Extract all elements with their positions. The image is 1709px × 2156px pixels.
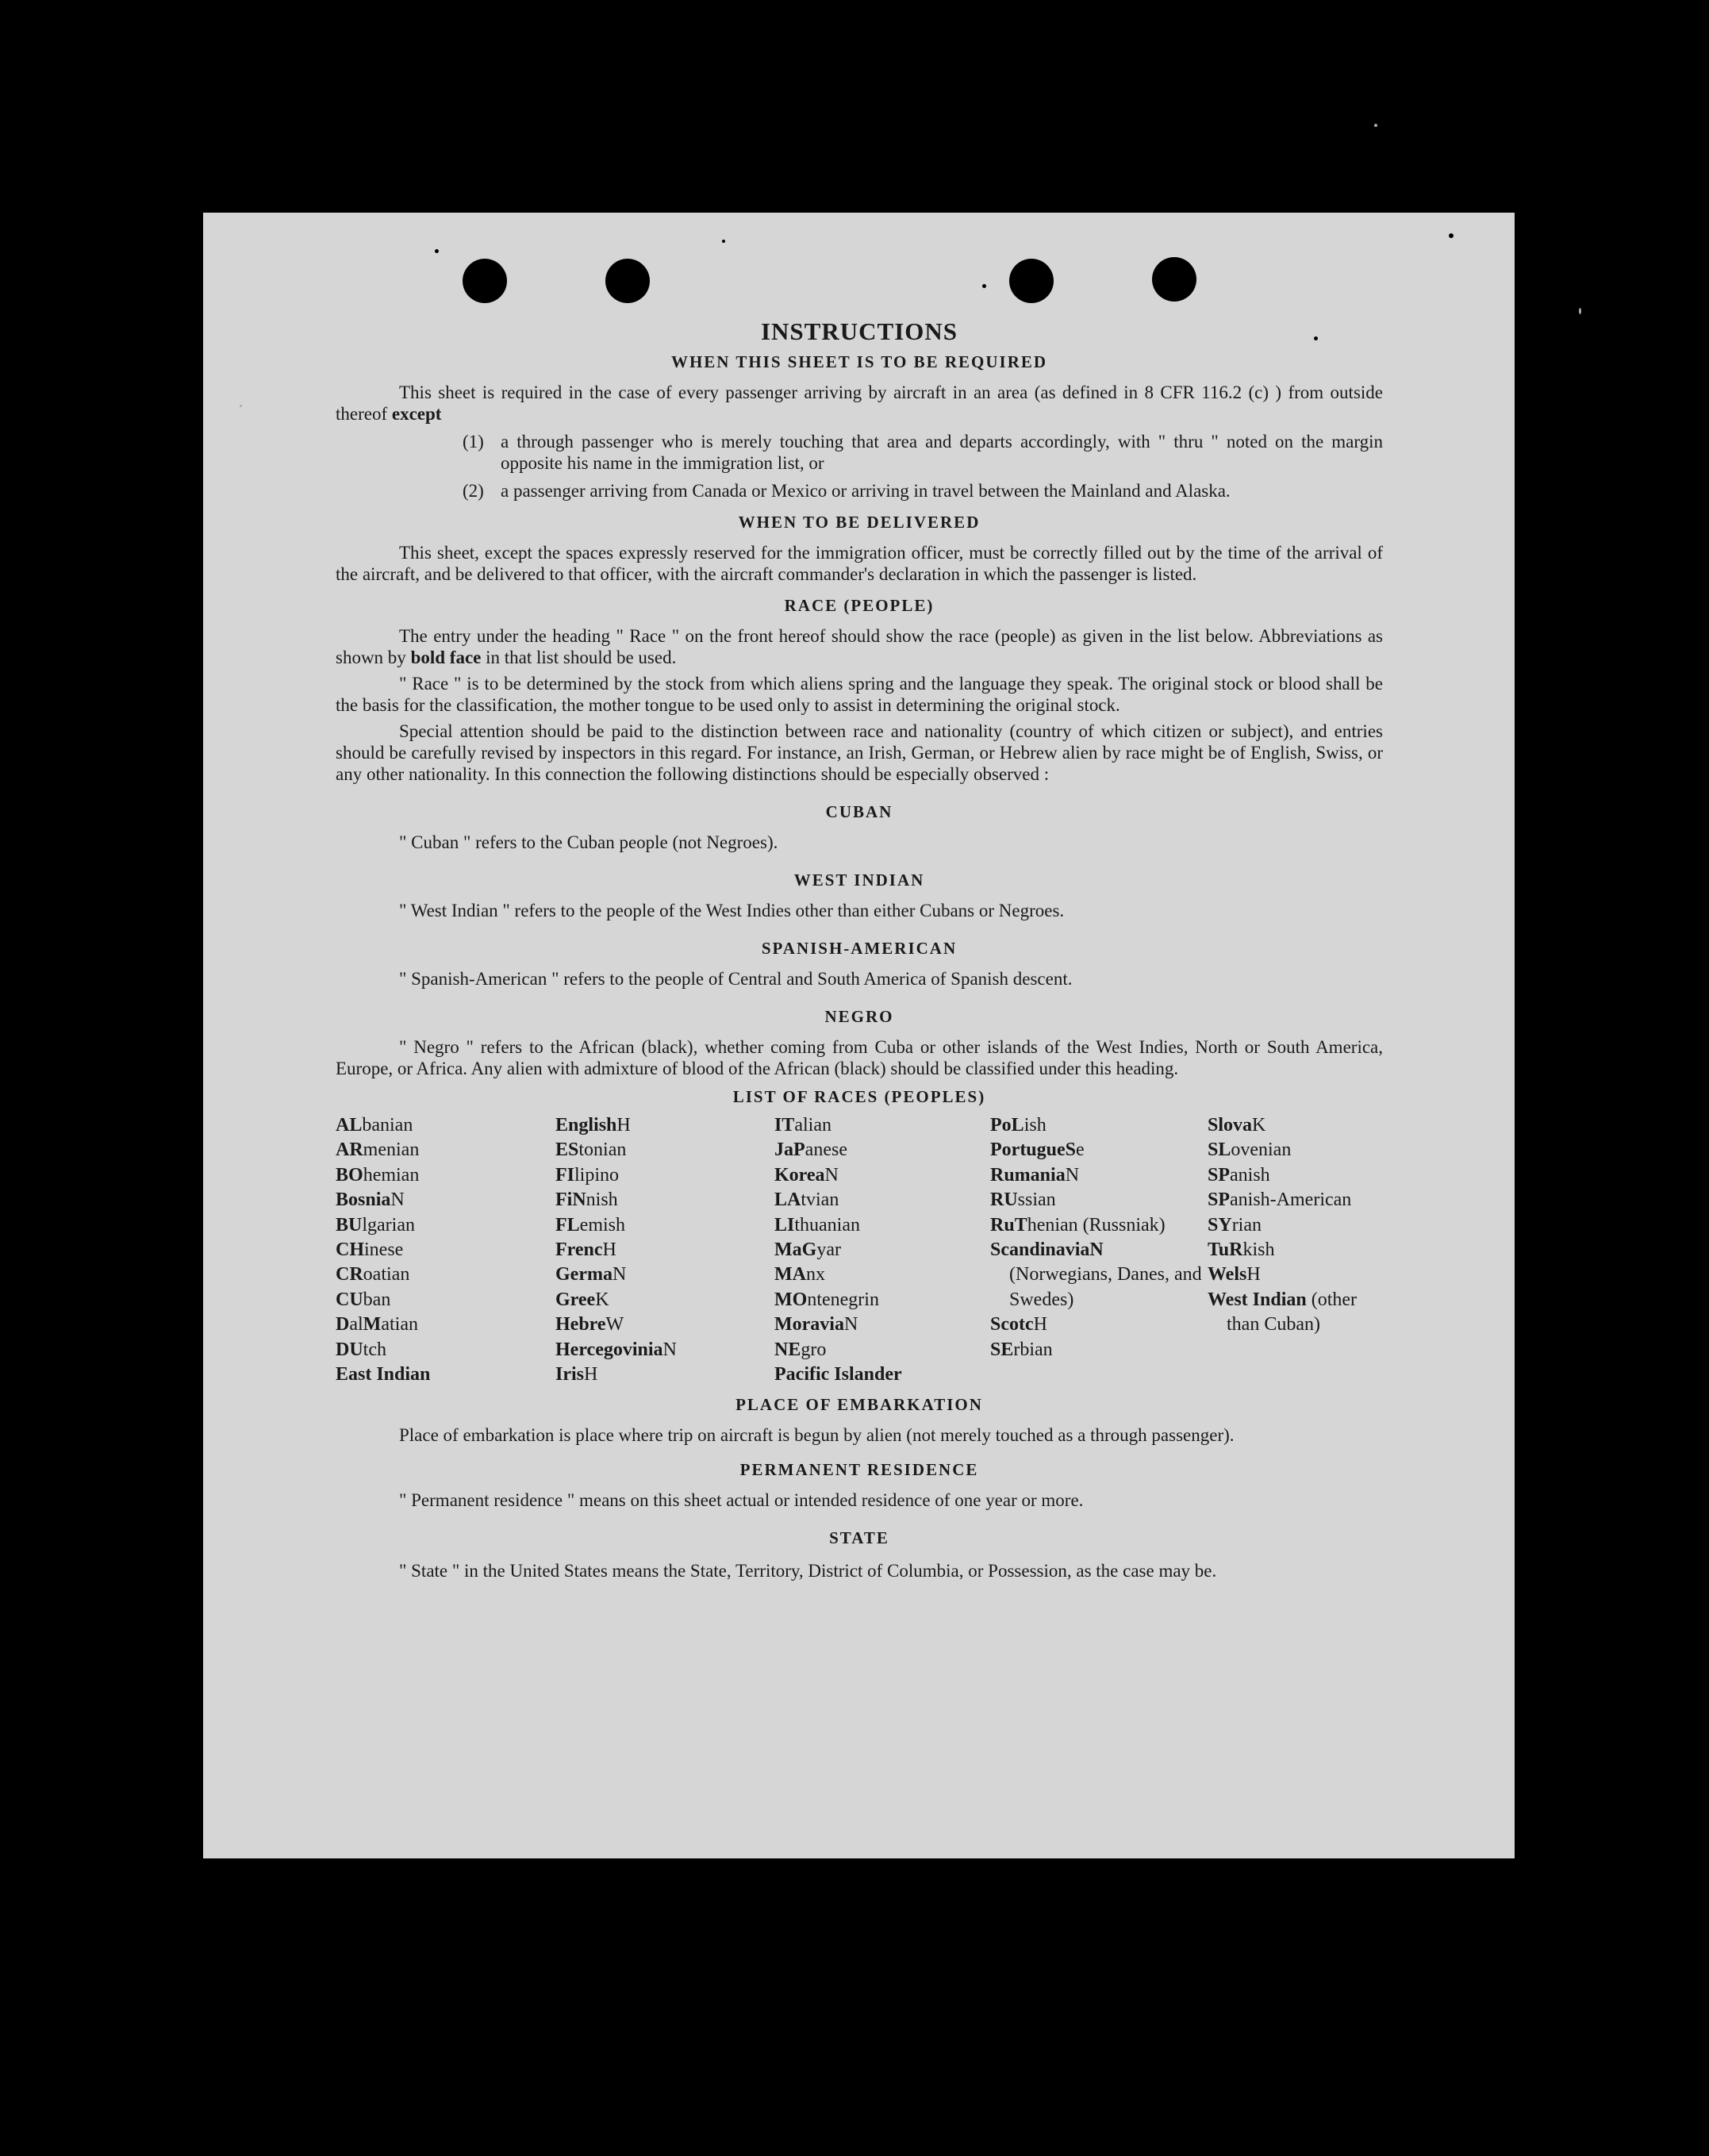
heading-embarkation: PLACE OF EMBARKATION: [735, 1395, 983, 1415]
race-entry: Pacific Islander: [774, 1364, 902, 1385]
race-entry: FLemish: [555, 1214, 625, 1236]
races-column: [990, 1113, 1208, 1387]
race-entry: ARmenian: [336, 1139, 420, 1161]
race-entry: EnglishH: [555, 1115, 631, 1136]
race-entry: HebreW: [555, 1314, 624, 1335]
race-entry: RuThenian (Russniak): [990, 1214, 1166, 1236]
races-column: [555, 1113, 774, 1387]
race-entry: GermaN: [555, 1264, 627, 1286]
heading-spanish-american: SPANISH-AMERICAN: [761, 939, 958, 958]
race-entry: EStonian: [555, 1139, 627, 1161]
race-entry: SPanish-American: [1208, 1189, 1352, 1211]
race-entry: CRoatian: [336, 1264, 410, 1286]
heading-race: RACE (PEOPLE): [784, 596, 935, 615]
race-paragraph: The entry under the heading " Race " on the front hereof should show the race (people) as given in the list below. Abbreviations as shown by bold face in that list should be used.: [336, 626, 1383, 667]
race-entry: BosniaN: [336, 1189, 405, 1211]
race-entry: LAtvian: [774, 1189, 839, 1211]
race-entry: PortugueSe: [990, 1139, 1085, 1161]
race-entry: RumaniaN: [990, 1164, 1080, 1186]
race-entry: LIthuanian: [774, 1214, 860, 1236]
heading-state: STATE: [829, 1528, 889, 1548]
embarkation-text: Place of embarkation is place where trip on aircraft is begun by alien (not merely touched as a through passenger).: [399, 1425, 1235, 1446]
race-entry: MOntenegrin: [774, 1289, 879, 1310]
heading-residence: PERMANENT RESIDENCE: [739, 1460, 979, 1480]
punch-hole: [605, 259, 650, 303]
heading-negro: NEGRO: [824, 1007, 894, 1026]
race-entry: DalMatian: [336, 1314, 418, 1335]
race-entry: SLovenian: [1208, 1139, 1292, 1161]
race-entry: MaGyar: [774, 1239, 841, 1261]
race-entry: IrisH: [555, 1364, 598, 1385]
race-entry: ITalian: [774, 1115, 831, 1136]
heading-delivered: WHEN TO BE DELIVERED: [738, 513, 981, 532]
race-entry: FIlipino: [555, 1164, 620, 1186]
race-entry: PoLish: [990, 1115, 1047, 1136]
races-column: [774, 1113, 990, 1387]
race-entry: GreeK: [555, 1289, 609, 1310]
race-entry: TuRkish: [1208, 1239, 1275, 1261]
race-entry: ALbanian: [336, 1115, 413, 1136]
document-sheet: [203, 213, 1515, 1858]
page-title: INSTRUCTIONS: [760, 317, 958, 345]
cuban-text: " Cuban " refers to the Cuban people (not Negroes).: [399, 832, 778, 852]
west-indian-text: " West Indian " refers to the people of the West Indies other than either Cubans or Negroes.: [399, 901, 1065, 920]
races-column: [336, 1113, 555, 1387]
race-entry: ScotcH: [990, 1314, 1047, 1335]
punch-hole: [1152, 257, 1196, 302]
heading-cuban: CUBAN: [825, 802, 893, 821]
race-entry: WelsH: [1208, 1264, 1261, 1286]
race-entry: SYrian: [1208, 1214, 1262, 1236]
race-entry: MAnx: [774, 1264, 825, 1286]
punch-hole: [463, 259, 507, 303]
punch-hole: [1009, 259, 1054, 303]
race-entry: SlovaK: [1208, 1115, 1266, 1136]
races-list: [336, 1113, 1383, 1387]
races-column: [1208, 1113, 1383, 1387]
exception-item: (1) a through passenger who is merely touching that area and departs accordingly, with " thru " noted on the margin opposite his name in the immigration list, or: [463, 432, 1383, 473]
spanish-american-text: " Spanish-American " refers to the people of Central and South America of Spanish descent.: [399, 969, 1073, 989]
exception-item: (2) a passenger arriving from Canada or Mexico or arriving in travel between the Mainland and Alaska.: [463, 481, 1231, 501]
race-entry: East Indian: [336, 1364, 431, 1385]
race-entry: JaPanese: [774, 1139, 847, 1161]
race-entry: RUssian: [990, 1189, 1056, 1211]
race-paragraph: " Race " is to be determined by the stock from which aliens spring and the language they speak. The original stock or blood shall be the basis for the classification, the mother tongue to be used only to assist in determining the original stock.: [336, 674, 1383, 715]
negro-text: " Negro " refers to the African (black), whether coming from Cuba or other islands of the West Indies, North or South America, Europe, or Africa. Any alien with admixture of blood of the African (black) should be classified under this heading.: [336, 1037, 1383, 1078]
race-entry: FiNnish: [555, 1189, 618, 1211]
race-entry: NEgro: [774, 1339, 827, 1360]
state-text: " State " in the United States means the State, Territory, District of Columbia, or Possession, as the case may be.: [399, 1561, 1217, 1581]
race-entry: CUban: [336, 1289, 391, 1310]
residence-text: " Permanent residence " means on this sheet actual or intended residence of one year or more.: [399, 1490, 1084, 1511]
race-entry: ScandinaviaN (Norwegians, Danes, and Swedes): [990, 1239, 1202, 1310]
race-paragraph: Special attention should be paid to the distinction between race and nationality (country of which citizen or subject), and entries should be carefully revised by inspectors in this regard. For instance, an Irish, German, or Hebrew alien by race might be of English, Swiss, or any other nationality. In this connection the following distinctions should be especially observed :: [336, 721, 1383, 784]
required-intro: This sheet is required in the case of every passenger arriving by aircraft in an area (as defined in 8 CFR 116.2 (c) ) from outside thereof except: [336, 382, 1383, 424]
delivered-text: This sheet, except the spaces expressly reserved for the immigration officer, must be correctly filled out by the time of the arrival of the aircraft, and be delivered to that officer, with the aircraft commander's declaration in which the passenger is listed.: [336, 543, 1383, 584]
race-entry: MoraviaN: [774, 1314, 858, 1335]
instructions-body: [336, 317, 1383, 1585]
race-entry: BUlgarian: [336, 1214, 415, 1236]
heading-required: WHEN THIS SHEET IS TO BE REQUIRED: [670, 352, 1048, 371]
race-entry: SErbian: [990, 1339, 1053, 1360]
race-entry: CHinese: [336, 1239, 404, 1261]
race-entry: SPanish: [1208, 1164, 1270, 1186]
race-entry: HercegoviniaN: [555, 1339, 677, 1360]
race-entry: BOhemian: [336, 1164, 420, 1186]
race-entry: FrencH: [555, 1239, 616, 1261]
heading-west-indian: WEST INDIAN: [793, 870, 925, 890]
race-entry: KoreaN: [774, 1164, 839, 1186]
race-entry: West Indian (other than Cuban): [1208, 1289, 1358, 1335]
heading-list-of-races: LIST OF RACES (PEOPLES): [732, 1087, 986, 1106]
race-entry: DUtch: [336, 1339, 386, 1360]
